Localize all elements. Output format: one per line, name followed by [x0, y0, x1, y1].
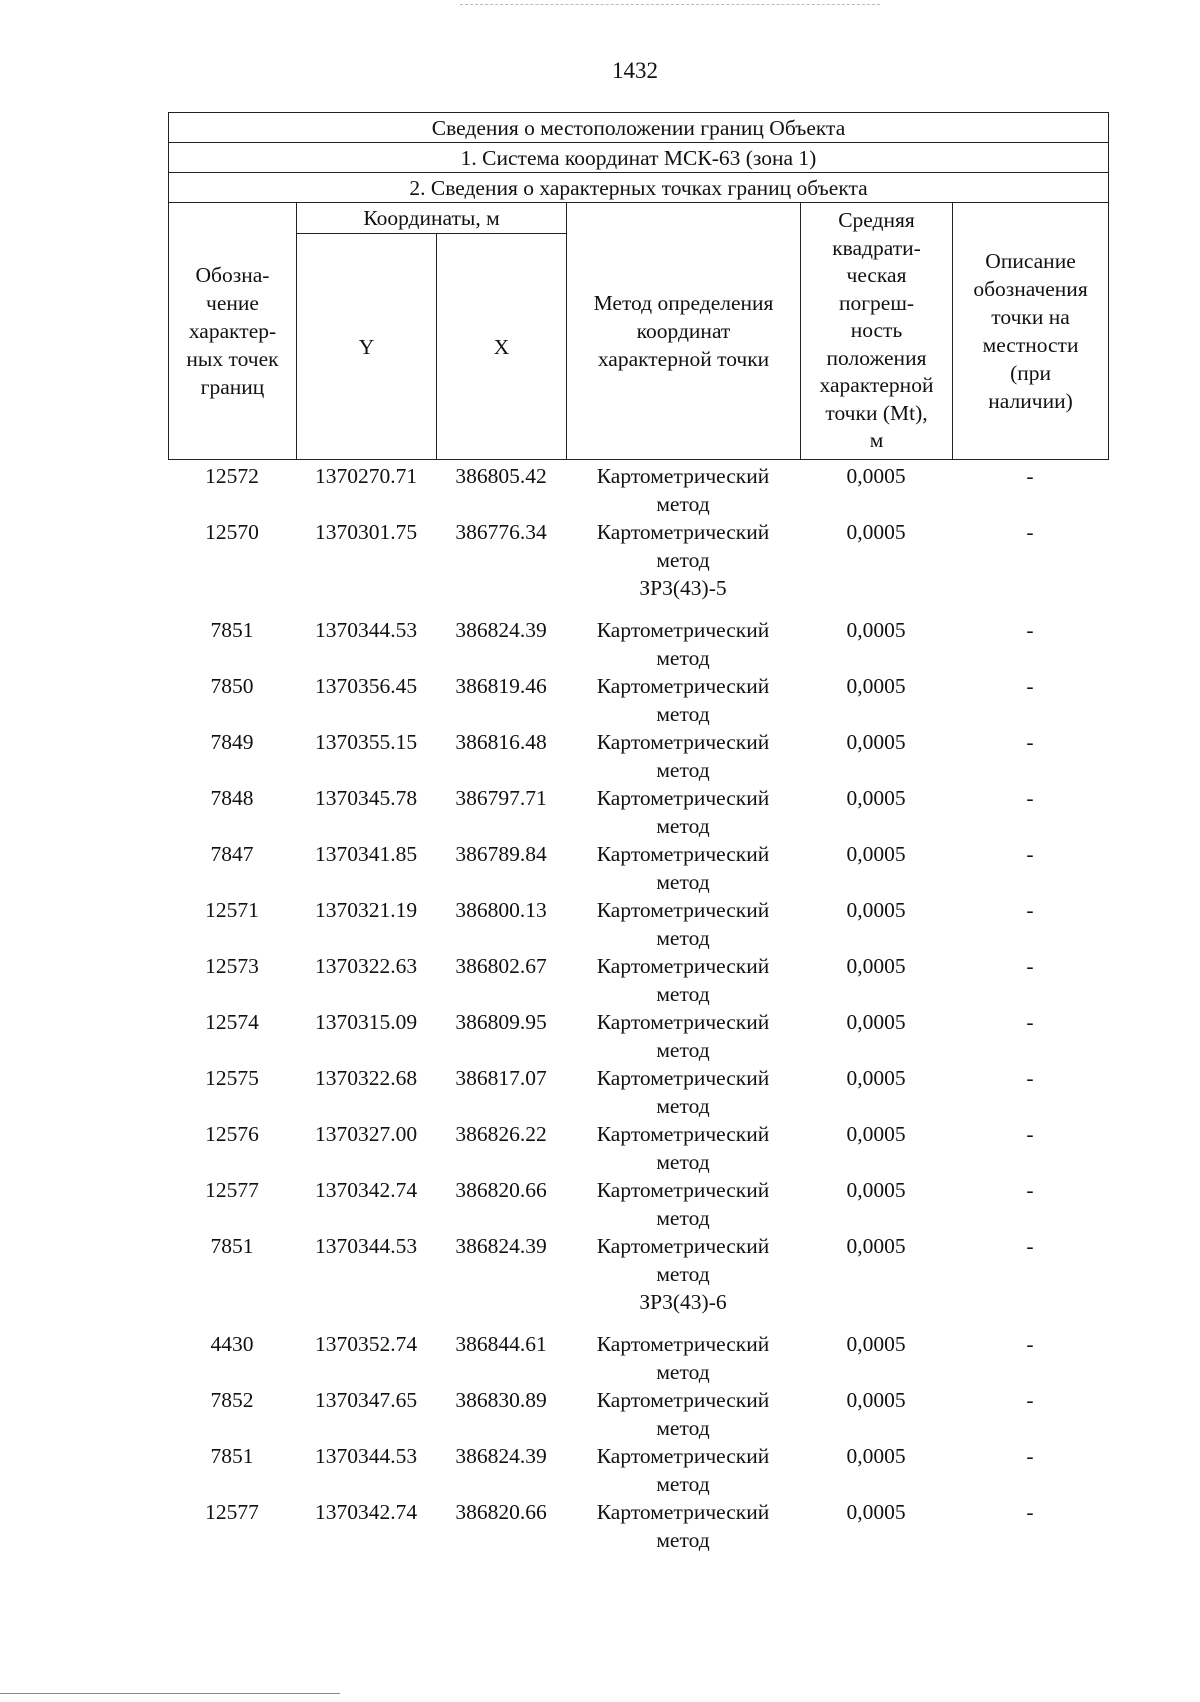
- header-line: наличии): [988, 389, 1073, 413]
- table-row: [168, 518, 1108, 574]
- table-row: [168, 1232, 1108, 1288]
- method: [566, 1498, 800, 1554]
- coord-x: 386824.39: [455, 1234, 547, 1258]
- header-line: Описание: [985, 249, 1076, 273]
- coord-y: 1370270.71: [314, 464, 418, 488]
- coord-y: 1370356.45: [314, 674, 418, 698]
- method: [566, 728, 800, 784]
- method-line: метод: [656, 1262, 710, 1286]
- mean-error: 0,0005: [846, 1388, 906, 1412]
- header-line: чение: [206, 291, 259, 315]
- point-code: 7850: [210, 674, 254, 698]
- method-line: Картометрический: [596, 730, 770, 754]
- header-line: положения: [826, 345, 927, 370]
- method-line: метод: [656, 870, 710, 894]
- method-line: метод: [656, 702, 710, 726]
- method: [566, 1330, 800, 1386]
- point-description: -: [1026, 1010, 1034, 1034]
- mean-error: 0,0005: [846, 674, 906, 698]
- method: [566, 1176, 800, 1232]
- header-line: Средняя: [838, 208, 915, 233]
- coord-x: 386824.39: [455, 1444, 547, 1468]
- method-line: метод: [656, 1416, 710, 1440]
- method-line: метод: [656, 1206, 710, 1230]
- point-code: 12571: [205, 898, 259, 922]
- point-description: -: [1026, 1388, 1034, 1412]
- scan-artifact-bottom: [0, 1693, 340, 1695]
- method-line: Картометрический: [596, 520, 770, 544]
- table-row: [168, 952, 1108, 1008]
- coord-x: 386826.22: [455, 1122, 547, 1146]
- header-table: [168, 112, 1109, 460]
- page-number: 1432: [612, 58, 658, 83]
- section-title: 2. Сведения о характерных точках границ объекта: [169, 173, 1109, 203]
- method-line: Картометрический: [596, 464, 770, 488]
- method: [566, 1386, 800, 1442]
- mean-error: 0,0005: [846, 1234, 906, 1258]
- method-line: Картометрический: [596, 674, 770, 698]
- coord-y: 1370322.63: [314, 954, 418, 978]
- table-row: [168, 728, 1108, 784]
- point-description: -: [1026, 842, 1034, 866]
- point-description: -: [1026, 1332, 1034, 1356]
- point-code: 12577: [205, 1500, 259, 1524]
- method-line: метод: [656, 758, 710, 782]
- method-line: метод: [656, 548, 710, 572]
- table-title: Сведения о местоположении границ Объекта: [169, 113, 1109, 143]
- mean-error: 0,0005: [846, 1500, 906, 1524]
- method: [566, 1442, 800, 1498]
- mean-error: 0,0005: [846, 730, 906, 754]
- method-line: Картометрический: [596, 618, 770, 642]
- header-line: точки (Mt),: [825, 400, 928, 425]
- table-row: [168, 1008, 1108, 1064]
- mean-error: 0,0005: [846, 1122, 906, 1146]
- method-line: метод: [656, 1472, 710, 1496]
- table-row: [168, 1442, 1108, 1498]
- method-line: метод: [656, 492, 710, 516]
- method: [566, 672, 800, 728]
- point-code: 12576: [205, 1122, 259, 1146]
- header-line: м: [869, 428, 884, 453]
- point-description: -: [1026, 1066, 1034, 1090]
- coord-x: 386809.95: [455, 1010, 547, 1034]
- coord-y: 1370344.53: [314, 618, 418, 642]
- point-description: -: [1026, 464, 1034, 488]
- coord-x: 386802.67: [455, 954, 547, 978]
- coord-x: 386830.89: [455, 1388, 547, 1412]
- header-line: квадрати-: [832, 235, 921, 260]
- point-description: -: [1026, 954, 1034, 978]
- header-error: [801, 203, 953, 460]
- method-line: Картометрический: [596, 1178, 770, 1202]
- section-label: ЗР3(43)-6: [639, 1290, 727, 1314]
- coord-y: 1370315.09: [314, 1010, 418, 1034]
- table-row: [168, 672, 1108, 728]
- point-code: 7851: [210, 1444, 254, 1468]
- coord-y: 1370355.15: [314, 730, 418, 754]
- table-row: [168, 616, 1108, 672]
- point-code: 7852: [210, 1388, 254, 1412]
- coord-x: 386816.48: [455, 730, 547, 754]
- point-description: -: [1026, 1122, 1034, 1146]
- header-method: [567, 203, 801, 460]
- table-row: [168, 1498, 1108, 1554]
- header-line: границ: [200, 375, 265, 399]
- coord-y: 1370322.68: [314, 1066, 418, 1090]
- mean-error: 0,0005: [846, 618, 906, 642]
- coord-x: 386817.07: [455, 1066, 547, 1090]
- point-code: 12570: [205, 520, 259, 544]
- method: [566, 1120, 800, 1176]
- method-line: Картометрический: [596, 786, 770, 810]
- header-line: характерной: [819, 373, 934, 398]
- method: [566, 616, 800, 672]
- mean-error: 0,0005: [846, 1066, 906, 1090]
- method-line: метод: [656, 646, 710, 670]
- header-line: (при: [1010, 361, 1051, 385]
- table-row: [168, 1064, 1108, 1120]
- header-line: характер-: [188, 319, 277, 343]
- coord-x: 386800.13: [455, 898, 547, 922]
- mean-error: 0,0005: [846, 786, 906, 810]
- header-line: ческая: [846, 263, 907, 288]
- header-coordinates: Координаты, м: [297, 203, 567, 234]
- table-row: [168, 1176, 1108, 1232]
- coord-y: 1370342.74: [314, 1178, 418, 1202]
- header-x: X: [437, 234, 567, 460]
- method-line: Картометрический: [596, 954, 770, 978]
- header-line: точки на: [991, 305, 1070, 329]
- coord-y: 1370341.85: [314, 842, 418, 866]
- method-line: Картометрический: [596, 1500, 770, 1524]
- method-line: метод: [656, 1150, 710, 1174]
- method-line: метод: [656, 814, 710, 838]
- table-row: [168, 1330, 1108, 1386]
- mean-error: 0,0005: [846, 1010, 906, 1034]
- coord-y: 1370327.00: [314, 1122, 418, 1146]
- mean-error: 0,0005: [846, 898, 906, 922]
- mean-error: 0,0005: [846, 520, 906, 544]
- method-line: метод: [656, 982, 710, 1006]
- point-code: 12575: [205, 1066, 259, 1090]
- coord-x: 386776.34: [455, 520, 547, 544]
- coord-y: 1370342.74: [314, 1500, 418, 1524]
- mean-error: 0,0005: [846, 464, 906, 488]
- method: [566, 952, 800, 1008]
- coord-y: 1370301.75: [314, 520, 418, 544]
- coord-y: 1370352.74: [314, 1332, 418, 1356]
- point-code: 12574: [205, 1010, 259, 1034]
- mean-error: 0,0005: [846, 842, 906, 866]
- coord-x: 386805.42: [455, 464, 547, 488]
- method-line: Картометрический: [596, 1332, 770, 1356]
- point-code: 12573: [205, 954, 259, 978]
- point-code: 12572: [205, 464, 259, 488]
- point-code: 7849: [210, 730, 254, 754]
- header-line: Метод определения: [593, 291, 774, 315]
- method-line: метод: [656, 1038, 710, 1062]
- method: [566, 784, 800, 840]
- section-label: ЗР3(43)-5: [639, 576, 727, 600]
- mean-error: 0,0005: [846, 1178, 906, 1202]
- method: [566, 1064, 800, 1120]
- header-line: Обозна-: [195, 263, 270, 287]
- method: [566, 1008, 800, 1064]
- method-line: Картометрический: [596, 842, 770, 866]
- point-code: 7851: [210, 1234, 254, 1258]
- mean-error: 0,0005: [846, 954, 906, 978]
- header-line: координат: [636, 319, 731, 343]
- point-description: -: [1026, 786, 1034, 810]
- table-body: [168, 462, 1108, 1554]
- header-line: местности: [982, 333, 1079, 357]
- method-line: метод: [656, 1094, 710, 1118]
- point-code: 4430: [210, 1332, 254, 1356]
- header-line: ных точек: [186, 347, 279, 371]
- point-description: -: [1026, 898, 1034, 922]
- coord-x: 386820.66: [455, 1178, 547, 1202]
- coord-y: 1370345.78: [314, 786, 418, 810]
- point-description: -: [1026, 520, 1034, 544]
- method-line: Картометрический: [596, 1444, 770, 1468]
- coord-x: 386789.84: [455, 842, 547, 866]
- method-line: Картометрический: [596, 1066, 770, 1090]
- method-line: Картометрический: [596, 1234, 770, 1258]
- coord-y: 1370344.53: [314, 1234, 418, 1258]
- point-description: -: [1026, 674, 1034, 698]
- point-description: -: [1026, 1444, 1034, 1468]
- coord-x: 386820.66: [455, 1500, 547, 1524]
- coord-y: 1370344.53: [314, 1444, 418, 1468]
- table-row: [168, 1120, 1108, 1176]
- header-line: ность: [850, 318, 903, 343]
- point-code: 7851: [210, 618, 254, 642]
- method-line: Картометрический: [596, 1010, 770, 1034]
- section-label-row: [168, 574, 1108, 616]
- method-line: метод: [656, 1528, 710, 1552]
- coord-x: 386797.71: [455, 786, 547, 810]
- mean-error: 0,0005: [846, 1332, 906, 1356]
- method: [566, 840, 800, 896]
- method-line: Картометрический: [596, 898, 770, 922]
- mean-error: 0,0005: [846, 1444, 906, 1468]
- point-description: -: [1026, 1500, 1034, 1524]
- coord-y: 1370347.65: [314, 1388, 418, 1412]
- method: [566, 462, 800, 518]
- method-line: Картометрический: [596, 1122, 770, 1146]
- scan-artifact-top: [460, 4, 880, 6]
- point-code: 7847: [210, 842, 254, 866]
- method: [566, 1232, 800, 1288]
- coord-x: 386819.46: [455, 674, 547, 698]
- coord-x: 386824.39: [455, 618, 547, 642]
- header-line: погреш-: [838, 290, 915, 315]
- point-code: 7848: [210, 786, 254, 810]
- point-description: -: [1026, 1178, 1034, 1202]
- method: [566, 518, 800, 574]
- coord-x: 386844.61: [455, 1332, 547, 1356]
- table-row: [168, 462, 1108, 518]
- header-code: [169, 203, 297, 460]
- point-description: -: [1026, 730, 1034, 754]
- table-row: [168, 784, 1108, 840]
- point-code: 12577: [205, 1178, 259, 1202]
- method-line: метод: [656, 926, 710, 950]
- table-row: [168, 1386, 1108, 1442]
- point-description: -: [1026, 618, 1034, 642]
- table-row: [168, 896, 1108, 952]
- coord-y: 1370321.19: [314, 898, 418, 922]
- header-description: [953, 203, 1109, 460]
- header-line: характерной точки: [597, 347, 770, 371]
- header-y: Y: [297, 234, 437, 460]
- point-description: -: [1026, 1234, 1034, 1258]
- table-row: [168, 840, 1108, 896]
- method: [566, 896, 800, 952]
- method-line: Картометрический: [596, 1388, 770, 1412]
- header-line: обозначения: [973, 277, 1088, 301]
- section-label-row: [168, 1288, 1108, 1330]
- coordinate-system: 1. Система координат МСК-63 (зона 1): [169, 143, 1109, 173]
- method-line: метод: [656, 1360, 710, 1384]
